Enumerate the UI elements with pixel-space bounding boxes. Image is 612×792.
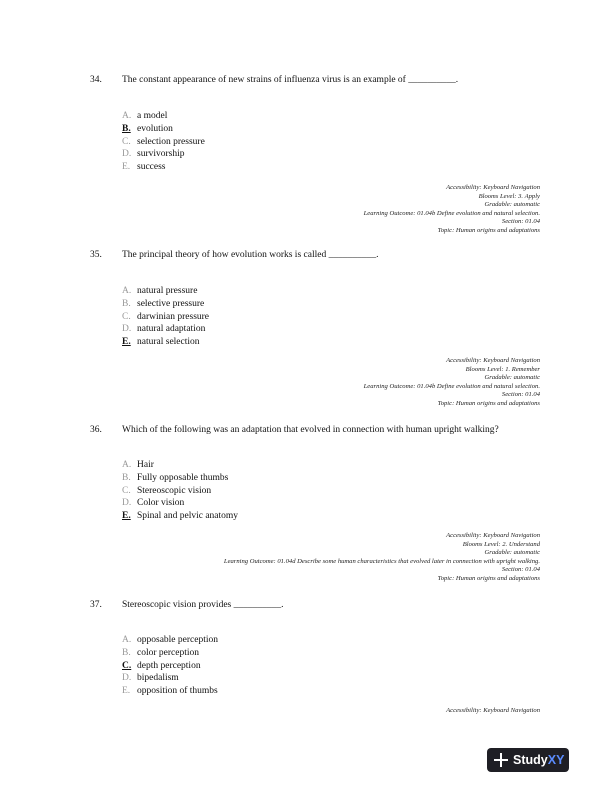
meta-accessibility: Accessibility: Keyboard Navigation bbox=[446, 357, 540, 364]
meta-accessibility: Accessibility: Keyboard Navigation bbox=[446, 707, 540, 714]
correct-option-letter: E. bbox=[122, 337, 131, 348]
option-d bbox=[122, 148, 205, 161]
option-letter: D. bbox=[122, 498, 132, 509]
meta-gradable: Gradable: automatic bbox=[484, 374, 540, 382]
option-b bbox=[122, 472, 238, 485]
option-c bbox=[122, 485, 238, 498]
option-text: evolution bbox=[137, 123, 173, 134]
question-number: 34. bbox=[90, 75, 102, 85]
option-letter: C. bbox=[122, 136, 131, 147]
correct-option-letter: E. bbox=[122, 511, 131, 522]
option-text: natural selection bbox=[137, 337, 200, 348]
option-letter: D. bbox=[122, 149, 132, 160]
option-e bbox=[122, 161, 205, 174]
option-text: depth perception bbox=[137, 660, 201, 671]
option-c bbox=[122, 660, 218, 673]
option-letter: B. bbox=[122, 298, 131, 309]
option-letter: C. bbox=[122, 311, 131, 322]
option-b bbox=[122, 298, 209, 311]
option-text: color perception bbox=[137, 647, 199, 658]
option-d bbox=[122, 497, 238, 510]
option-letter: A. bbox=[122, 286, 132, 296]
option-letter: B. bbox=[122, 472, 131, 483]
meta-topic: Topic: Human origins and adaptations bbox=[437, 399, 540, 407]
meta-blooms-level: Blooms Level: 2. Understand bbox=[462, 540, 540, 548]
option-a bbox=[122, 459, 238, 472]
meta-topic: Topic: Human origins and adaptations bbox=[437, 574, 540, 582]
option-letter: D. bbox=[122, 324, 132, 335]
meta-section: Section: 01.04 bbox=[501, 391, 540, 399]
question-metadata bbox=[364, 357, 540, 409]
question-number: 37. bbox=[90, 600, 102, 610]
option-text: survivorship bbox=[137, 149, 185, 160]
option-text: darwinian pressure bbox=[137, 311, 210, 322]
question-text: The principal theory of how evolution works is called __________. bbox=[122, 250, 379, 260]
option-text: selective pressure bbox=[137, 298, 205, 309]
question-text: Stereoscopic vision provides __________. bbox=[122, 600, 284, 610]
option-d bbox=[122, 323, 209, 336]
option-letter: E. bbox=[122, 686, 131, 697]
option-text: Hair bbox=[137, 460, 154, 470]
question-text: Which of the following was an adaptation that evolved in connection with human upright walking? bbox=[122, 425, 499, 435]
option-e bbox=[122, 336, 209, 349]
studyxy-badge[interactable] bbox=[487, 748, 569, 772]
option-text: a model bbox=[137, 111, 168, 121]
option-c bbox=[122, 136, 205, 149]
option-c bbox=[122, 311, 209, 324]
badge-brand-accent: XY bbox=[547, 753, 565, 767]
option-letter: A. bbox=[122, 111, 132, 121]
meta-learning-outcome: Learning Outcome: 01.04b Define evolution and natural selection. bbox=[363, 382, 540, 390]
option-text: success bbox=[137, 162, 166, 173]
plus-icon bbox=[494, 753, 508, 767]
meta-gradable: Gradable: automatic bbox=[484, 201, 540, 209]
option-text: Fully opposable thumbs bbox=[137, 472, 229, 483]
option-text: opposition of thumbs bbox=[137, 686, 218, 697]
correct-option-letter: B. bbox=[122, 123, 131, 134]
option-a bbox=[122, 285, 209, 298]
option-letter: E. bbox=[122, 162, 131, 173]
option-text: natural pressure bbox=[137, 286, 198, 296]
option-letter: D. bbox=[122, 673, 132, 684]
option-e bbox=[122, 685, 218, 698]
meta-topic: Topic: Human origins and adaptations bbox=[437, 226, 540, 234]
question-number: 35. bbox=[90, 250, 102, 260]
meta-gradable: Gradable: automatic bbox=[484, 549, 540, 557]
option-letter: B. bbox=[122, 647, 131, 658]
meta-blooms-level: Blooms Level: 3. Apply bbox=[478, 192, 540, 200]
question-metadata bbox=[364, 184, 540, 236]
meta-learning-outcome: Learning Outcome: 01.04b Define evolution and natural selection. bbox=[363, 209, 540, 217]
meta-learning-outcome: Learning Outcome: 01.04d Describe some human characteristics that evolved later in connection with upright walking. bbox=[223, 557, 540, 565]
option-letter: A. bbox=[122, 460, 132, 470]
option-text: bipedalism bbox=[137, 673, 179, 684]
option-text: opposable perception bbox=[137, 635, 218, 645]
option-text: Stereoscopic vision bbox=[137, 485, 212, 496]
option-a bbox=[122, 634, 218, 647]
answer-options bbox=[122, 634, 218, 698]
answer-options bbox=[122, 110, 205, 174]
question-number: 36. bbox=[90, 425, 102, 435]
correct-option-letter: C. bbox=[122, 660, 132, 671]
option-e bbox=[122, 510, 238, 523]
option-letter: A. bbox=[122, 635, 132, 645]
badge-brand-main: Study bbox=[513, 753, 548, 767]
question-metadata bbox=[224, 532, 540, 584]
option-d bbox=[122, 672, 218, 685]
option-text: natural adaptation bbox=[137, 324, 206, 335]
option-text: selection pressure bbox=[137, 136, 205, 147]
answer-options bbox=[122, 285, 209, 349]
meta-accessibility: Accessibility: Keyboard Navigation bbox=[446, 184, 540, 191]
answer-options bbox=[122, 459, 238, 523]
meta-blooms-level: Blooms Level: 1. Remember bbox=[465, 365, 540, 373]
meta-accessibility: Accessibility: Keyboard Navigation bbox=[446, 532, 540, 539]
option-a bbox=[122, 110, 205, 123]
question-text: The constant appearance of new strains of influenza virus is an example of __________. bbox=[122, 75, 459, 85]
option-letter: C. bbox=[122, 485, 131, 496]
meta-section: Section: 01.04 bbox=[501, 218, 540, 226]
option-text: Color vision bbox=[137, 498, 185, 509]
option-b bbox=[122, 123, 205, 136]
meta-section: Section: 01.04 bbox=[501, 566, 540, 574]
option-b bbox=[122, 647, 218, 660]
option-text: Spinal and pelvic anatomy bbox=[137, 511, 239, 522]
question-metadata bbox=[446, 707, 540, 716]
